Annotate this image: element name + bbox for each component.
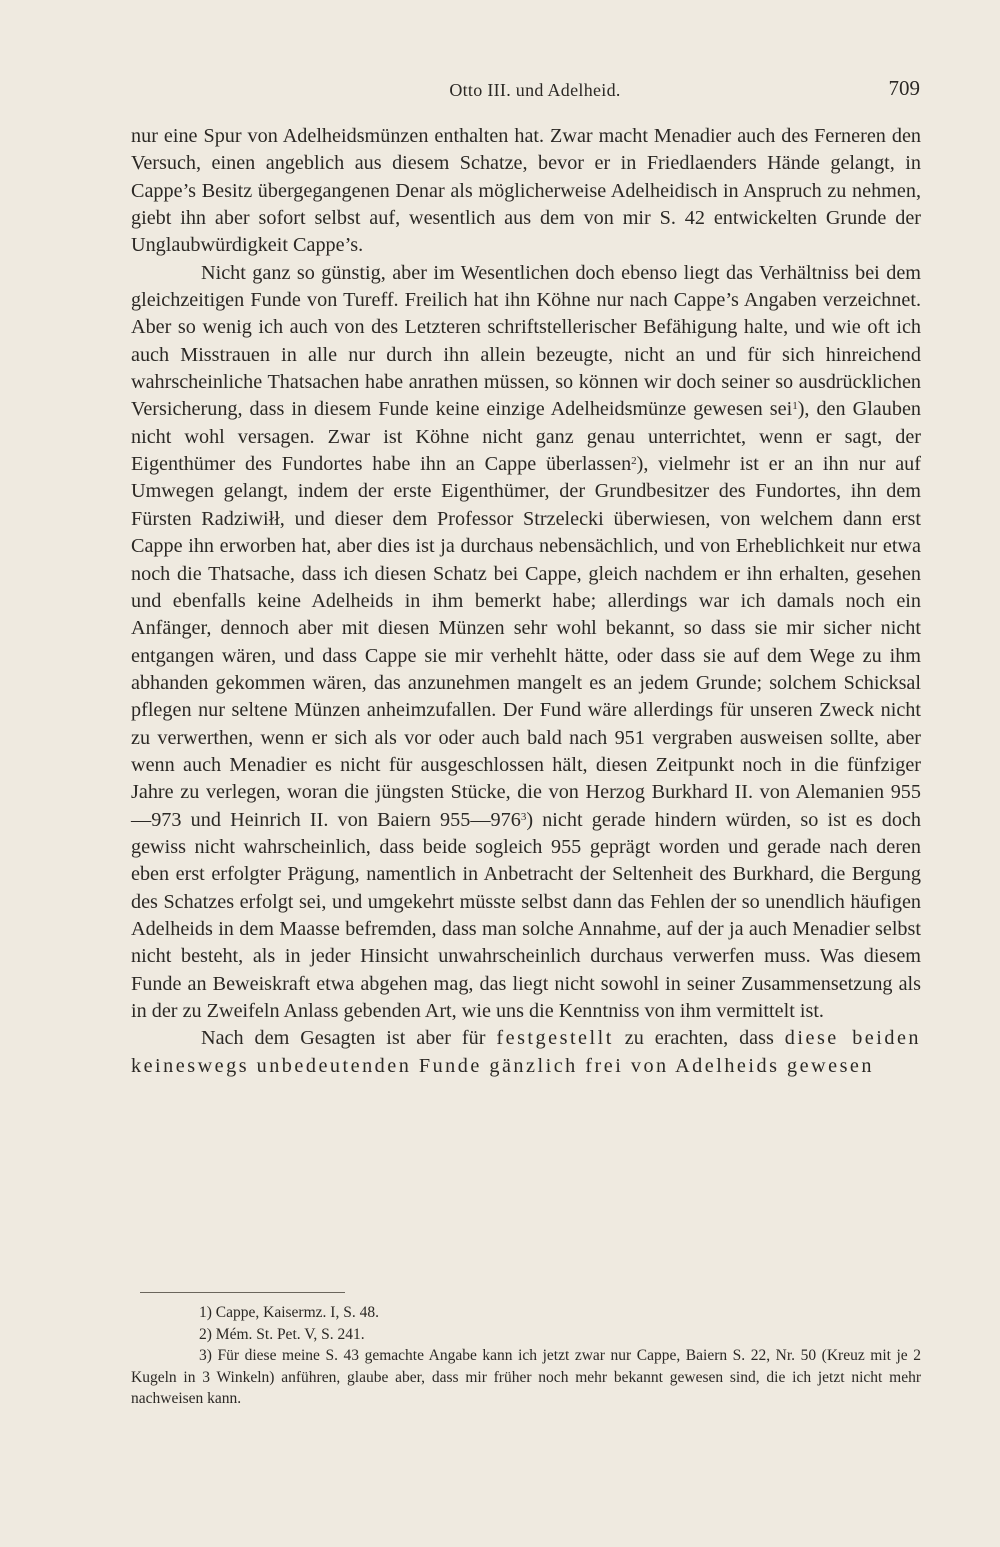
footnote-1-marker: 1) bbox=[199, 1304, 212, 1321]
emphasis-festgestellt: festgestellt bbox=[496, 1027, 614, 1050]
paragraph-2-text-b: ), den Glauben nicht wohl versagen. Zwar ist Köhne nicht ganz genau unterrichtet, wenn er sagt, der Eigenthümer des Fundortes habe ihn an Cappe überlassen bbox=[131, 398, 921, 476]
footnotes bbox=[131, 1302, 921, 1410]
paragraph-3-text-a: Nach dem Gesagten ist aber für bbox=[201, 1027, 497, 1050]
footnote-3-text: Für diese meine S. 43 gemachte Angabe kann ich jetzt zwar nur Cappe, Baiern S. 22, Nr. 50 (Kreuz mit je 2 Kugeln in 3 Winkeln) anführen, glaube aber, dass mir früher noch mehr bekannt gewesen sind, die ich jetzt nicht mehr nachweisen kann. bbox=[131, 1347, 922, 1407]
footnote-3 bbox=[131, 1345, 921, 1410]
emphasis-funde: diese beiden keineswegs unbedeutenden Funde gänzlich frei von Adelheids gewesen bbox=[131, 1027, 921, 1077]
footnote-divider bbox=[140, 1292, 345, 1293]
paragraph-2 bbox=[131, 260, 921, 1026]
footnote-3-marker: 3) bbox=[199, 1347, 212, 1364]
running-title: Otto III. und Adelheid. bbox=[449, 80, 621, 100]
paragraph-2-text-d: ) nicht gerade hindern würden, so ist es doch gewiss nicht wahrscheinlich, dass beide sogleich 955 geprägt worden und gerade nach deren eben erst erfolgter Prägung, namentlich in Anbetracht der Seltenheit des Burkhard, die Bergung des Schatzes erfolgt sei, und umgekehrt müsste selbst dann das Fehlen der so unendlich häufigen Adelheids in dem Maasse befremden, dass man solche Annahme, auf der ja auch Menadier selbst nicht besteht, als in jeder Hinsicht unwahrscheinlich durchaus verwerfen muss. Was diesem Funde an Beweiskraft etwa abgehen mag, das liegt nicht sowohl in seiner Zusammensetzung als in der zu Zweifeln Anlass gebenden Art, wie uns die Kenntniss von ihm vermittelt ist. bbox=[131, 808, 921, 1022]
footnote-2-marker: 2) bbox=[199, 1325, 212, 1343]
paragraph-3 bbox=[131, 1025, 921, 1080]
footnote-ref-1: 1 bbox=[792, 400, 798, 413]
footnote-ref-3: 3 bbox=[520, 810, 527, 823]
paragraph-3-text-b: zu erachten, dass bbox=[613, 1027, 785, 1050]
footnote-2 bbox=[131, 1324, 921, 1346]
footnote-1-text: Cappe, Kaisermz. I, S. 48. bbox=[215, 1304, 379, 1321]
paragraph-1-text: nur eine Spur von Adelheidsmünzen enthalten hat. Zwar macht Menadier auch des Ferneren den Versuch, einen angeblich aus diesem Schatze, bevor er in Friedlaenders Hände gelangt, in Cappe’s Besitz übergegangenen Denar als möglicherweise Adelheidisch in Anspruch zu nehmen, giebt ihn aber sofort selbst auf, wesentlich aus dem von mir S. 42 entwickelten Grunde der Unglaubwürdigkeit Cappe’s. bbox=[131, 125, 921, 257]
paragraph-2-text-c: ), vielmehr ist er an ihn nur auf Umwegen gelangt, indem der erste Eigenthümer, der Grundbesitzer des Fundortes, ihn dem Fürsten Radziwiłł, und dieser dem Professor Strzelecki überwiesen, von welchem dann erst Cappe ihn erworben hat, aber dies ist ja durchaus nebensächlich, und von Erheblichkeit nur etwa noch die Thatsache, dass ich diesen Schatz bei Cappe, gleich nachdem er ihn erhalten, gesehen und ebenfalls keine Adelheids in ihm bemerkt habe; allerdings war ich damals noch ein Anfänger, dennoch aber mit diesen Münzen sehr wohl bekannt, so dass sie mir sicher nicht entgangen wären, und dass Cappe sie mir verhehlt hätte, oder dass sie auf dem Wege zu ihm abhanden gekommen wären, das anzunehmen mangelt es an jedem Grunde; solchem Schicksal pflegen nur seltene Münzen anheimzufallen. Der Fund wäre allerdings für unseren Zweck nicht zu verwerthen, wenn er sich als vor oder auch bald nach 951 vergraben ausweisen sollte, aber wenn auch Menadier es nicht für ausgeschlossen hält, diesen Zeitpunkt noch in die fünfziger Jahre zu verlegen, woran die jüngsten Stücke, die von Herzog Burkhard II. von Alemanien 955 —973 und Heinrich II. von Baiern 955—976 bbox=[131, 453, 921, 831]
page-header bbox=[130, 76, 920, 110]
footnote-1 bbox=[131, 1302, 921, 1324]
paragraph-2-text-a: Nicht ganz so günstig, aber im Wesentlichen doch ebenso liegt das Verhältniss bei dem gleichzeitigen Funde von Tureff. Freilich hat ihn Köhne nur nach Cappe’s Angaben verzeichnet. Aber so wenig ich auch von des Letzteren schriftstellerischer Befähigung halte, und wie oft ich auch Misstrauen in alle nur durch ihn allein bezeugte, nicht an und für sich hinreichend wahrscheinliche Thatsachen habe anrathen müssen, so können wir doch seiner so ausdrücklichen Versicherung, dass in diesem Funde keine einzige Adelheidsmünze gewesen sei bbox=[131, 261, 921, 421]
footnote-2-text: Mém. St. Pet. V, S. 241. bbox=[215, 1325, 365, 1343]
paragraph-1 bbox=[131, 123, 921, 260]
footnote-ref-2: 2 bbox=[631, 455, 637, 468]
page-number: 709 bbox=[888, 76, 920, 100]
main-text bbox=[131, 123, 921, 1080]
